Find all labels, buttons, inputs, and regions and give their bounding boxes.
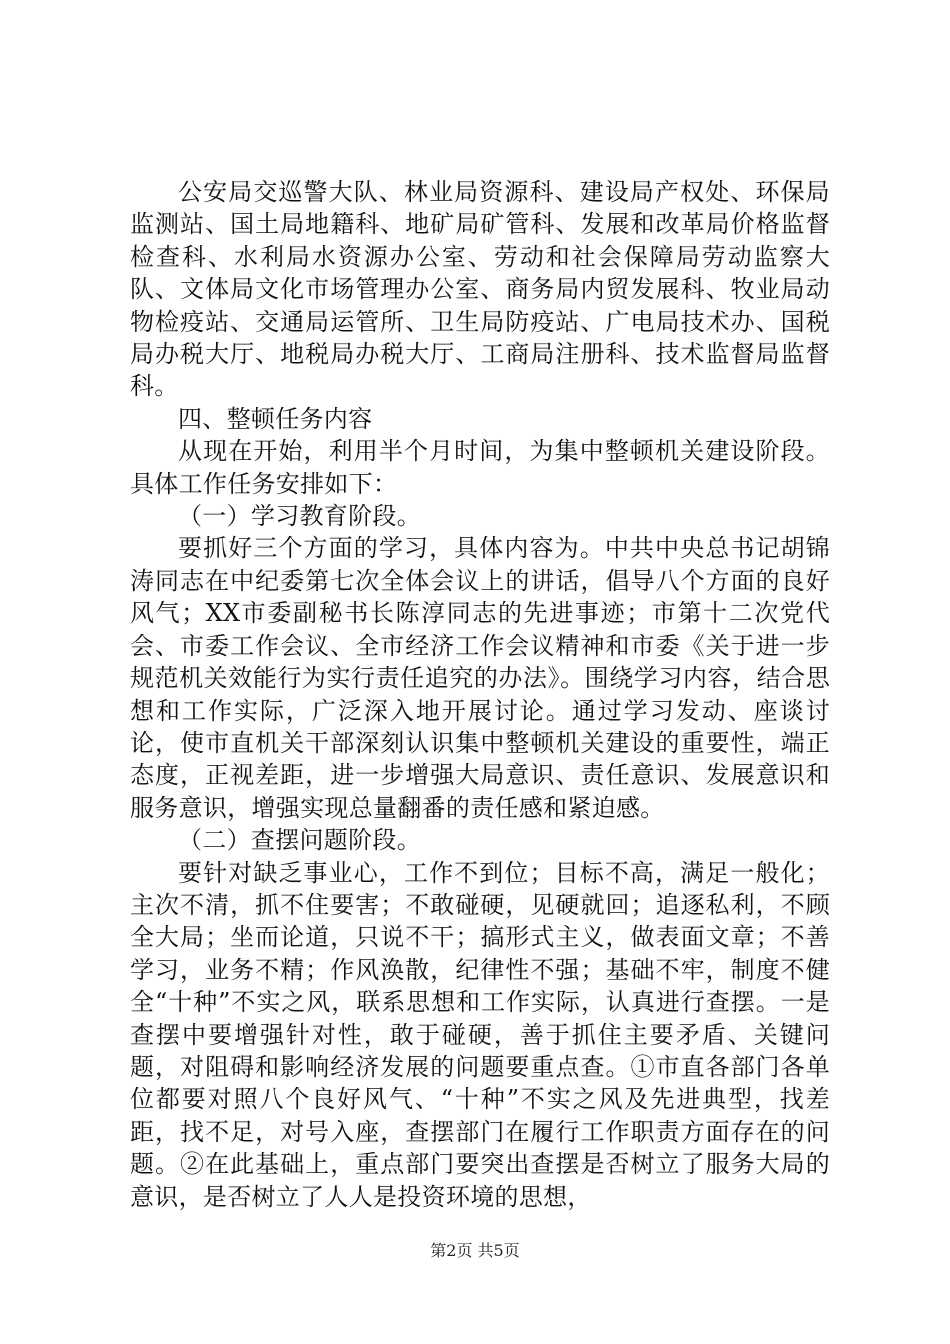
paragraph-study-content: 要抓好三个方面的学习，具体内容为。中共中央总书记胡锦涛同志在中纪委第七次全体会议上的讲话，倡导八个方面的良好风气；XX市委副秘书长陈淳同志的先进事迹；市第十二次党代会、市委工作会议、全市经济工作会议精神和市委《关于进一步规范机关效能行为实行责任追究的办法》。围绕学习内容，结合思想和工作实际，广泛深入地开展讨论。通过学习发动、座谈讨论，使市直机关干部深刻认识集中整顿机关建设的重要性，端正态度，正视差距，进一步增强大局意识、责任意识、发展意识和服务意识，增强实现总量翻番的责任感和紧迫感。 xyxy=(130,534,830,822)
paragraph-departments-list: 公安局交巡警大队、林业局资源科、建设局产权处、环保局监测站、国土局地籍科、地矿局矿管科、发展和改革局价格监督检查科、水利局水资源办公室、劳动和社会保障局劳动监察大队、文体局文化市场管理办公室、商务局内贸发展科、牧业局动物检疫站、交通局运管所、卫生局防疫站、广电局技术办、国税局办税大厅、地税局办税大厅、工商局注册科、技术监督局监督科。 xyxy=(130,178,830,401)
paragraph-timeline: 从现在开始，利用半个月时间，为集中整顿机关建设阶段。具体工作任务安排如下： xyxy=(130,437,830,498)
section-heading-four: 四、整顿任务内容 xyxy=(178,404,373,433)
page-number-footer: 第2页 共5页 xyxy=(430,1241,520,1260)
paragraph-inspection-content: 要针对缺乏事业心，工作不到位；目标不高，满足一般化；主次不清，抓不住要害；不敢碰硬，见硬就回；追逐私利，不顾全大局；坐而论道，只说不干；搞形式主义，做表面文章；不善学习，业务不精；作风涣散，纪律性不强；基础不牢，制度不健全“十种”不实之风，联系思想和工作实际，认真进行查摆。一是查摆中要增强针对性，敢于碰硬，善于抓住主要矛盾、关键问题，对阻碍和影响经济发展的问题要重点查。①市直各部门各单位都要对照八个良好风气、“十种”不实之风及先进典型，找差距，找不足，对号入座，查摆部门在履行工作职责方面存在的问题。②在此基础上，重点部门要突出查摆是否树立了服务大局的意识，是否树立了人人是投资环境的思想， xyxy=(130,858,830,1211)
document-body xyxy=(130,176,830,1213)
subheading-study-phase: （一）学习教育阶段。 xyxy=(178,502,421,531)
subheading-inspection-phase: （二）查摆问题阶段。 xyxy=(178,826,421,855)
